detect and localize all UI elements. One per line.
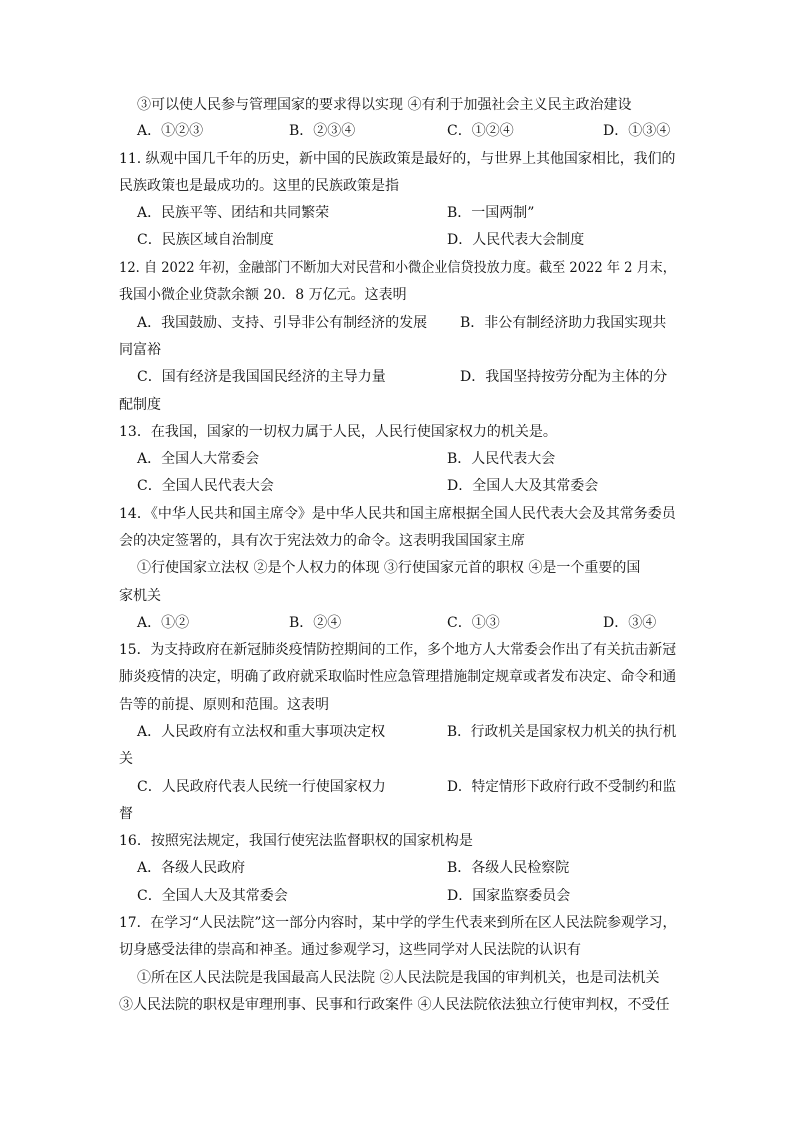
q12-option-c: C．国有经济是我国国民经济的主导力量 [137, 369, 386, 385]
q12-stem: 12. 自 2022 年初，金融部门不断加大对民营和小微企业信贷投放力度。截至 2022 年 2 月末， [119, 260, 676, 276]
q10-option-b: B．②③④ [289, 123, 356, 139]
q14-option-b: B．②④ [289, 615, 342, 631]
q11-option-c: C．民族区域自治制度 [137, 232, 274, 248]
q11-stem-cont: 民族政策也是最成功的。这里的民族政策是指 [119, 178, 399, 194]
q15-option-a: A．人民政府有立法权和重大事项决定权 [137, 724, 386, 740]
q11-option-d: D．人民代表大会制度 [447, 232, 585, 248]
q15-option-b-cont: 关 [119, 751, 133, 767]
q17-statements: ①所在区人民法院是我国最高人民法院 ②人民法院是我国的审判机关，也是司法机关 [137, 970, 660, 986]
q15-option-c: C．人民政府代表人民统一行使国家权力 [137, 779, 386, 795]
q15-option-d: D．特定情形下政府行政不受制约和监 [447, 779, 677, 795]
q10-option-d: D．①③④ [603, 123, 671, 139]
q14-option-c: C．①③ [447, 615, 500, 631]
q14-option-d: D．③④ [603, 615, 657, 631]
q17-statements-cont: ③人民法院的职权是审理刑事、民事和行政案件 ④人民法院依法独立行使审判权，不受任 [119, 997, 670, 1013]
q14-statements: ①行使国家立法权 ②是个人权力的体现 ③行使国家元首的职权 ④是一个重要的国 [137, 560, 641, 576]
q13-stem: 13．在我国，国家的一切权力属于人民，人民行使国家权力的机关是。 [119, 424, 557, 440]
q12-option-b-cont: 同富裕 [119, 342, 161, 358]
q10-statements: ③可以使人民参与管理国家的要求得以实现 ④有利于加强社会主义民主政治建设 [137, 97, 632, 113]
q13-option-b: B．人民代表大会 [447, 451, 556, 467]
q16-option-b: B．各级人民检察院 [447, 860, 570, 876]
q11-option-b: B．一国两制” [447, 205, 535, 221]
q13-option-d: D．全国人大及其常委会 [447, 478, 599, 494]
q16-option-a: A．各级人民政府 [137, 860, 246, 876]
q14-option-a: A．①② [137, 615, 190, 631]
q16-option-c: C．全国人大及其常委会 [137, 888, 288, 904]
q10-option-a: A．①②③ [137, 123, 204, 139]
q15-stem-cont-2: 告等的前提、原则和范围。这表明 [119, 697, 329, 713]
q14-statements-cont: 家机关 [119, 588, 161, 604]
q12-option-b: B．非公有制经济助力我国实现共 [460, 315, 667, 331]
q17-stem-cont: 切身感受法律的崇高和神圣。通过参观学习，这些同学对人民法院的认识有 [119, 942, 581, 958]
q11-option-a: A．民族平等、团结和共同繁荣 [137, 205, 330, 221]
q16-option-d: D．国家监察委员会 [447, 888, 571, 904]
q15-option-b: B．行政机关是国家权力机关的执行机 [447, 724, 677, 740]
q12-option-d: D．我国坚持按劳分配为主体的分 [460, 369, 668, 385]
q16-stem: 16．按照宪法规定，我国行使宪法监督职权的国家机构是 [119, 833, 473, 849]
q15-stem: 15．为支持政府在新冠肺炎疫情防控期间的工作，多个地方人大常委会作出了有关抗击新冠 [119, 642, 677, 658]
q14-stem: 14．《中华人民共和国主席令》是中华人民共和国主席根据全国人民代表大会及其常务委员 [119, 506, 676, 522]
q12-option-d-cont: 配制度 [119, 397, 161, 413]
q12-stem-cont: 我国小微企业贷款余额 20．8 万亿元。这表明 [119, 287, 407, 303]
q14-stem-cont: 会的决定签署的，具有次于宪法效力的命令。这表明我国国家主席 [119, 533, 525, 549]
q17-stem: 17．在学习“人民法院”这一部分内容时，某中学的学生代表来到所在区人民法院参观学习， [119, 915, 677, 931]
q13-option-c: C．全国人民代表大会 [137, 478, 274, 494]
q13-option-a: A．全国人大常委会 [137, 451, 260, 467]
q11-stem: 11. 纵观中国几千年的历史，新中国的民族政策是最好的，与世界上其他国家相比，我们的 [119, 151, 676, 167]
q12-option-a: A．我国鼓励、支持、引导非公有制经济的发展 [137, 315, 428, 331]
q10-option-c: C．①②④ [447, 123, 514, 139]
q15-stem-cont: 肺炎疫情的决定，明确了政府就采取临时性应急管理措施制定规章或者发布决定、命令和通 [119, 669, 677, 685]
q15-option-d-cont: 督 [119, 806, 133, 822]
